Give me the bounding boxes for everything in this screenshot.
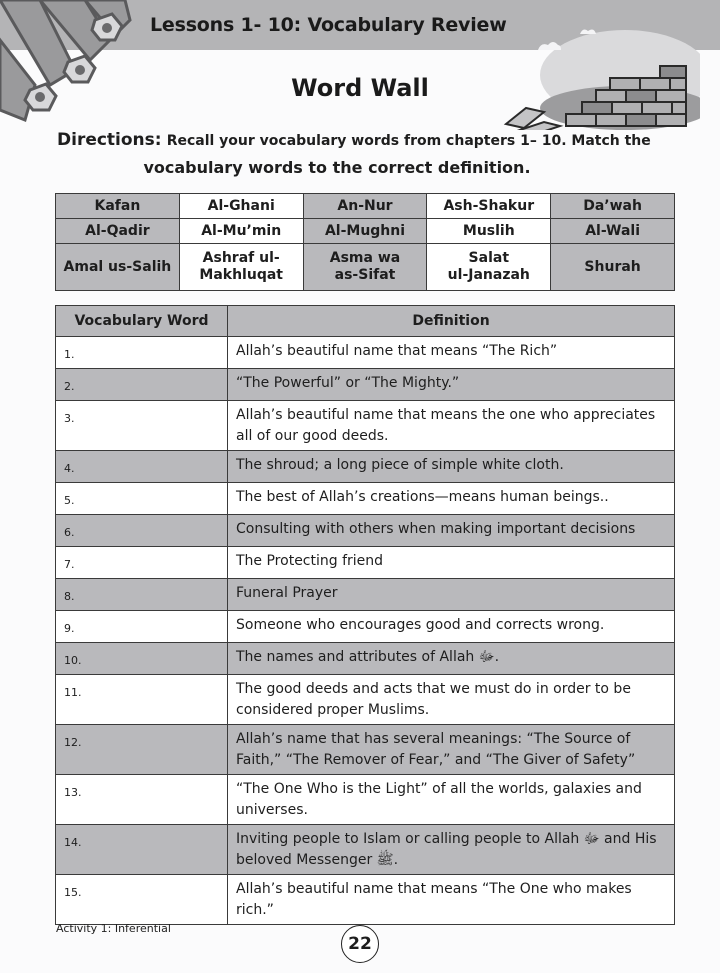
table-row	[56, 675, 675, 725]
word-line: ul-Janazah	[447, 267, 530, 283]
table-row	[56, 775, 675, 825]
activity-label: Activity 1: Inferential	[56, 922, 171, 935]
definition-cell: The Protecting friend	[228, 547, 675, 579]
lesson-title: Lessons 1- 10: Vocabulary Review	[150, 14, 507, 36]
word-bank-cell: Ash-Shakur	[427, 194, 551, 219]
word-bank-cell: Amal us-Salih	[56, 244, 180, 291]
table-row	[56, 369, 675, 401]
definition-cell: “The One Who is the Light” of all the worlds, galaxies and universes.	[228, 775, 675, 825]
answer-cell[interactable]: 14.	[56, 825, 228, 875]
word-bank-cell: Al-Mughni	[303, 219, 427, 244]
table-row	[56, 643, 675, 675]
word-bank-cell: Al-Ghani	[179, 194, 303, 219]
definition-cell: The shroud; a long piece of simple white cloth.	[228, 451, 675, 483]
word-bank-cell	[427, 244, 551, 291]
word-bank-row	[56, 244, 675, 291]
answer-cell[interactable]: 9.	[56, 611, 228, 643]
answer-cell[interactable]: 8.	[56, 579, 228, 611]
header-definition: Definition	[228, 306, 675, 337]
definition-cell: Allah’s beautiful name that means “The One who makes rich.”	[228, 875, 675, 925]
directions	[57, 130, 697, 177]
word-bank-cell: Kafan	[56, 194, 180, 219]
answer-cell[interactable]: 12.	[56, 725, 228, 775]
answer-cell[interactable]: 5.	[56, 483, 228, 515]
word-line: as-Sifat	[334, 267, 396, 283]
table-row	[56, 875, 675, 925]
word-bank-row	[56, 219, 675, 244]
word-bank-cell: Al-Qadir	[56, 219, 180, 244]
directions-line-2: vocabulary words to the correct definition.	[143, 158, 531, 177]
page-title: Word Wall	[291, 74, 429, 102]
answer-cell[interactable]: 6.	[56, 515, 228, 547]
word-bank-cell: Da’wah	[551, 194, 675, 219]
answer-cell[interactable]: 2.	[56, 369, 228, 401]
definitions-table	[55, 305, 675, 925]
word-line: Makhluqat	[199, 267, 283, 283]
answer-cell[interactable]: 13.	[56, 775, 228, 825]
word-line: Salat	[468, 250, 510, 266]
answer-cell[interactable]: 11.	[56, 675, 228, 725]
answer-cell[interactable]: 7.	[56, 547, 228, 579]
word-line: Ashraf ul-	[202, 250, 280, 266]
directions-line-1: Recall your vocabulary words from chapters 1– 10. Match the	[166, 133, 651, 149]
table-row	[56, 451, 675, 483]
answer-cell[interactable]: 4.	[56, 451, 228, 483]
word-line: Asma wa	[329, 250, 401, 266]
definition-cell: The best of Allah’s creations—means human beings..	[228, 483, 675, 515]
table-row	[56, 725, 675, 775]
definition-cell: Allah’s beautiful name that means “The Rich”	[228, 337, 675, 369]
word-bank-cell	[303, 244, 427, 291]
word-bank-cell	[179, 244, 303, 291]
table-row	[56, 611, 675, 643]
directions-label: Directions:	[57, 130, 162, 150]
definition-cell: The good deeds and acts that we must do in order to be considered proper Muslims.	[228, 675, 675, 725]
answer-cell[interactable]: 1.	[56, 337, 228, 369]
page-number: 22	[341, 925, 379, 963]
table-row	[56, 825, 675, 875]
definition-cell: Allah’s beautiful name that means the one who appreciates all of our good deeds.	[228, 401, 675, 451]
definition-cell: Consulting with others when making important decisions	[228, 515, 675, 547]
definition-cell: Allah’s name that has several meanings: “The Source of Faith,” “The Remover of Fear,” and “The Giver of Safety”	[228, 725, 675, 775]
table-row	[56, 579, 675, 611]
definitions-header-row	[56, 306, 675, 337]
answer-cell[interactable]: 3.	[56, 401, 228, 451]
definition-cell: Someone who encourages good and corrects wrong.	[228, 611, 675, 643]
word-bank-cell: Shurah	[551, 244, 675, 291]
islamic-ornament-icon	[0, 0, 135, 130]
definition-cell: Funeral Prayer	[228, 579, 675, 611]
header-vocabulary-word: Vocabulary Word	[56, 306, 228, 337]
table-row	[56, 401, 675, 451]
answer-cell[interactable]: 10.	[56, 643, 228, 675]
definition-cell: “The Powerful” or “The Mighty.”	[228, 369, 675, 401]
definition-cell: The names and attributes of Allah ﷻ.	[228, 643, 675, 675]
definition-cell: Inviting people to Islam or calling people to Allah ﷻ and His beloved Messenger ﷺ.	[228, 825, 675, 875]
word-bank-table	[55, 193, 675, 291]
answer-cell[interactable]: 15.	[56, 875, 228, 925]
word-bank-cell: Al-Wali	[551, 219, 675, 244]
word-bank-row	[56, 194, 675, 219]
word-bank-cell: Al-Mu’min	[179, 219, 303, 244]
table-row	[56, 515, 675, 547]
word-bank-cell: An-Nur	[303, 194, 427, 219]
table-row	[56, 483, 675, 515]
table-row	[56, 547, 675, 579]
word-bank-cell: Muslih	[427, 219, 551, 244]
table-row	[56, 337, 675, 369]
